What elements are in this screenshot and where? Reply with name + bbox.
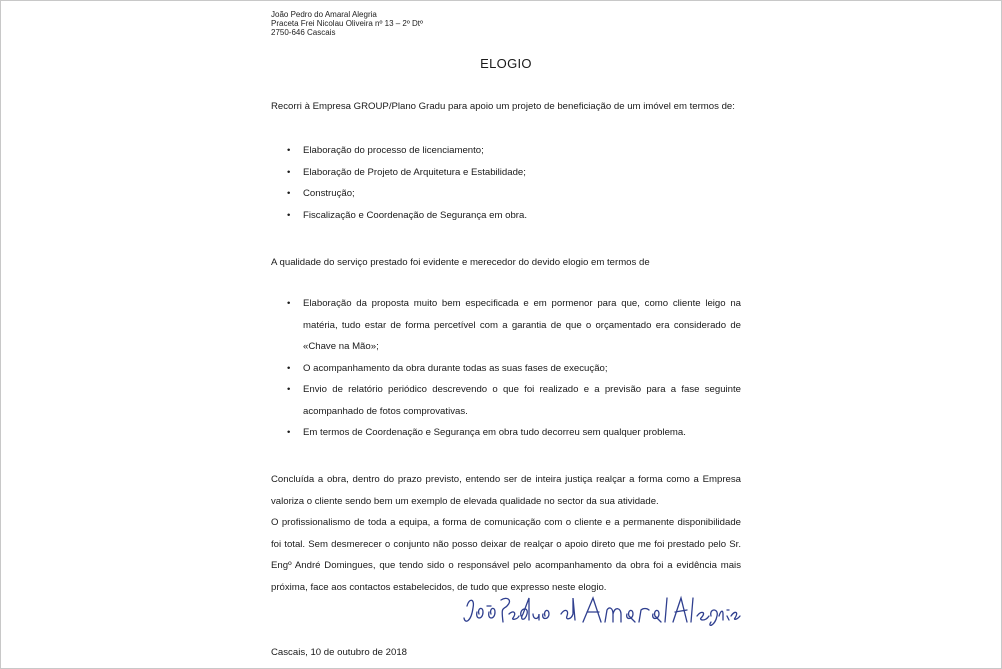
list-item: • Elaboração da proposta muito bem especificada e em pormenor para que, como cliente leigo na matéria, tudo estar de forma percetível com a garantia de que o orçamentado era considerado de «Chave na Mão»; [287, 298, 741, 352]
services-list [271, 140, 741, 226]
intro-paragraph: Recorri à Empresa GROUP/Plano Gradu para apoio um projeto de beneficiação de um imóvel em termos de: [271, 101, 735, 112]
list-item: • Em termos de Coordenação e Segurança em obra tudo decorreu sem qualquer problema. [287, 427, 686, 438]
praise-list [271, 293, 741, 444]
date-line: Cascais, 10 de outubro de 2018 [271, 647, 408, 658]
list-item: • Elaboração de Projeto de Arquitetura e Estabilidade; [287, 166, 526, 178]
signature-image [461, 592, 741, 632]
list-item: • Elaboração do processo de licenciamento; [287, 145, 484, 156]
list-item: • Construção; [287, 188, 355, 199]
professionalism-paragraph: O profissionalismo de toda a equipa, a forma de comunicação com o cliente e a permanente disponibilidade foi total. Sem desmerecer o conjunto não posso deixar de realçar o apoio direto que me foi prestado pelo Sr. Engº André Domingues, que tendo sido o responsável pelo acompanhamento da obra foi a evidência mais próxima, face aos contactos estabelecidos, de tudo que expresso neste elogio. [271, 517, 741, 593]
sender-address [271, 10, 741, 37]
sender-name: João Pedro do Amaral Alegria [271, 10, 377, 19]
quality-intro-paragraph: A qualidade do serviço prestado foi evidente e merecedor do devido elogio em termos de [271, 257, 650, 268]
conclusion-paragraph: Concluída a obra, dentro do prazo previsto, entendo ser de inteira justiça realçar a forma como a Empresa valoriza o cliente sendo bem um exemplo de elevada qualidade no sector da sua atividade. [271, 474, 741, 507]
sender-city: 2750-646 Cascais [271, 28, 336, 37]
list-item: • Fiscalização e Coordenação de Segurança em obra. [287, 209, 527, 221]
sender-street: Praceta Frei Nicolau Oliveira nº 13 – 2º Dtº [271, 19, 423, 28]
signature [461, 592, 741, 632]
list-item: • Envio de relatório periódico descrevendo o que foi realizado e a previsão para a fase seguinte acompanhado de fotos comprovativas. [287, 384, 741, 417]
document-title: ELOGIO [480, 56, 532, 71]
list-item: • O acompanhamento da obra durante todas as suas fases de execução; [287, 362, 608, 374]
letter [271, 10, 741, 658]
